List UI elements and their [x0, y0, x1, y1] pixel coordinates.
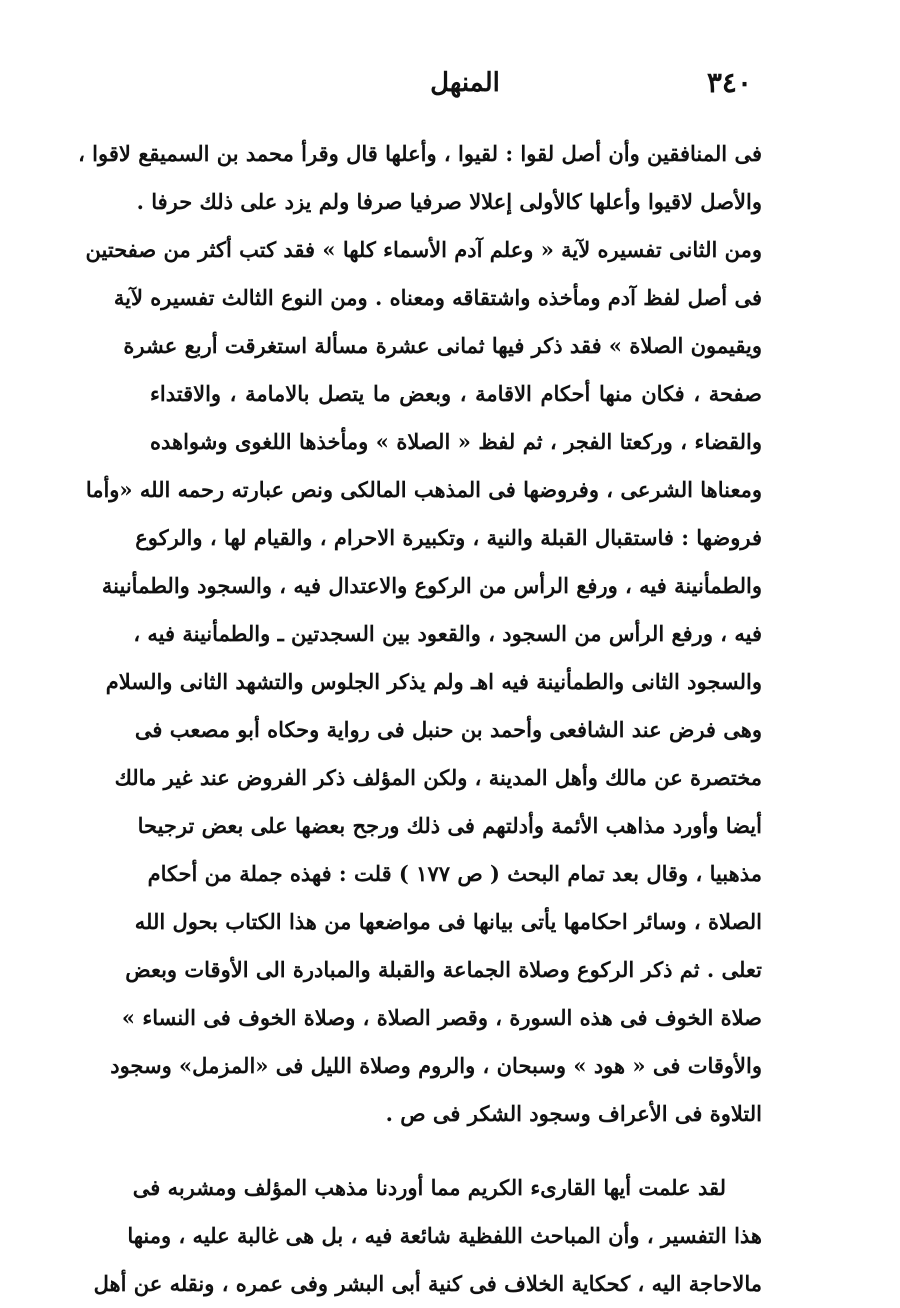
paragraph-2 — [93, 1164, 762, 1308]
text-line: والأصل لاقيوا وأعلها كالأولى إعلالا صرفيا صرفا ولم يزد على ذلك حرفا . — [136, 189, 762, 214]
text-line: لقد علمت أيها القارىء الكريم مما أوردنا مذهب المؤلف ومشربه فى — [132, 1175, 726, 1200]
text-line: صلاة الخوف فى هذه السورة ، وقصر الصلاة ، وصلاة الخوف فى النساء » — [121, 1005, 762, 1030]
text-line: والأوقات فى « هود » وسبحان ، والروم وصلاة الليل فى «المزمل» وسجود — [110, 1053, 762, 1078]
text-line: أيضا وأورد مذاهب الأئمة وأدلتهم فى ذلك ورجح بعضها على بعض ترجيحا — [137, 813, 762, 838]
body-text — [78, 130, 762, 1308]
text-line: فى المنافقين وأن أصل لقوا : لقيوا ، وأعلها قال وقرأ محمد بن السميقع لاقوا ، — [78, 141, 762, 166]
page-header — [150, 62, 762, 112]
text-line: فى أصل لفظ آدم ومأخذه واشتقاقه ومعناه . ومن النوع الثالث تفسيره لآية — [113, 285, 762, 310]
running-title: المنهل — [430, 68, 500, 98]
text-line: صفحة ، فكان منها أحكام الاقامة ، وبعض ما يتصل بالامامة ، والاقتداء — [150, 381, 762, 406]
text-line: التلاوة فى الأعراف وسجود الشكر فى ص . — [385, 1101, 762, 1126]
text-line: فروضها : فاستقبال القبلة والنية ، وتكبيرة الاحرام ، والقيام لها ، والركوع — [135, 525, 762, 550]
paragraph-1 — [78, 130, 762, 1138]
text-line: مالاحاجة اليه ، كحكاية الخلاف فى كنية أبى البشر وفى عمره ، ونقله عن أهل — [93, 1271, 762, 1296]
text-line: وهى فرض عند الشافعى وأحمد بن حنبل فى رواية وحكاه أبو مصعب فى — [134, 717, 762, 742]
text-line: والسجود الثانى والطمأنينة فيه اهـ ولم يذكر الجلوس والتشهد الثانى والسلام — [105, 669, 762, 694]
text-line: والقضاء ، وركعتا الفجر ، ثم لفظ « الصلاة » ومأخذها اللغوى وشواهده — [150, 429, 762, 454]
paragraph-gap — [150, 1138, 762, 1164]
text-line: فيه ، ورفع الرأس من السجود ، والقعود بين السجدتين ـ والطمأنينة فيه ، — [133, 621, 762, 646]
page-number: ٣٤٠ — [706, 66, 752, 99]
text-line: ومعناها الشرعى ، وفروضها فى المذهب المالكى ونص عبارته رحمه الله «وأما — [85, 477, 762, 502]
text-line: هذا التفسير ، وأن المباحث اللفظية شائعة فيه ، بل هى غالبة عليه ، ومنها — [127, 1223, 762, 1248]
text-line: مذهبيا ، وقال بعد تمام البحث ( ص ١٧٧ ) قلت : فهذه جملة من أحكام — [147, 861, 762, 886]
text-line: ومن الثانى تفسيره لآية « وعلم آدم الأسماء كلها » فقد كتب أكثر من صفحتين — [85, 237, 762, 262]
text-line: تعلى . ثم ذكر الركوع وصلاة الجماعة والقبلة والمبادرة الى الأوقات وبعض — [125, 957, 762, 982]
text-line: والطمأنينة فيه ، ورفع الرأس من الركوع والاعتدال فيه ، والسجود والطمأنينة — [101, 573, 762, 598]
text-line: ويقيمون الصلاة » فقد ذكر فيها ثمانى عشرة مسألة استغرقت أربع عشرة — [123, 333, 762, 358]
text-line: مختصرة عن مالك وأهل المدينة ، ولكن المؤلف ذكر الفروض عند غير مالك — [114, 765, 762, 790]
text-line: الصلاة ، وسائر احكامها يأتى بيانها فى مواضعها من هذا الكتاب بحول الله — [134, 909, 762, 934]
